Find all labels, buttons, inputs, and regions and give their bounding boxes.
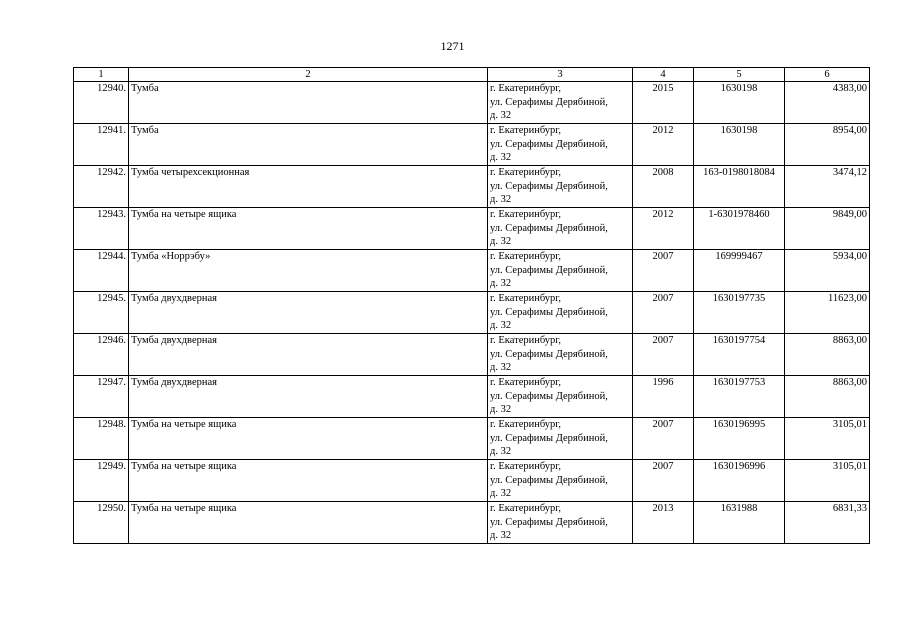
address-line: ул. Серафимы Дерябиной, xyxy=(490,180,608,192)
address-line: ул. Серафимы Дерябиной, xyxy=(490,306,608,318)
item-year: 2013 xyxy=(633,502,694,544)
item-cost: 8863,00 xyxy=(785,334,870,376)
address-line: г. Екатеринбург, xyxy=(490,503,562,514)
address-line: д. 32 xyxy=(490,320,512,331)
row-number: 12944. xyxy=(74,250,129,292)
row-number: 12940. xyxy=(74,82,129,124)
item-name: Тумба на четыре ящика xyxy=(129,418,488,460)
address-line: д. 32 xyxy=(490,488,512,499)
row-number: 12950. xyxy=(74,502,129,544)
item-address xyxy=(488,292,633,334)
address-line: д. 32 xyxy=(490,362,512,373)
item-year: 2012 xyxy=(633,208,694,250)
column-header: 1 xyxy=(74,68,129,82)
item-address xyxy=(488,376,633,418)
item-cost: 3105,01 xyxy=(785,460,870,502)
inventory-number: 1-6301978460 xyxy=(694,208,785,250)
inventory-number: 1630196996 xyxy=(694,460,785,502)
inventory-number: 169999467 xyxy=(694,250,785,292)
column-header: 5 xyxy=(694,68,785,82)
item-year: 2007 xyxy=(633,460,694,502)
item-name: Тумба на четыре ящика xyxy=(129,208,488,250)
address-line: ул. Серафимы Дерябиной, xyxy=(490,138,608,150)
table-row xyxy=(74,292,870,334)
inventory-number: 1630197753 xyxy=(694,376,785,418)
table-row xyxy=(74,460,870,502)
row-number: 12948. xyxy=(74,418,129,460)
address-line: ул. Серафимы Дерябиной, xyxy=(490,348,608,360)
address-line: ул. Серафимы Дерябиной, xyxy=(490,264,608,276)
item-cost: 5934,00 xyxy=(785,250,870,292)
table-row xyxy=(74,250,870,292)
column-header: 2 xyxy=(129,68,488,82)
address-line: г. Екатеринбург, xyxy=(490,251,562,262)
table-row xyxy=(74,418,870,460)
item-year: 2007 xyxy=(633,418,694,460)
row-number: 12949. xyxy=(74,460,129,502)
item-cost: 11623,00 xyxy=(785,292,870,334)
inventory-number: 1630198 xyxy=(694,124,785,166)
row-number: 12946. xyxy=(74,334,129,376)
address-line: ул. Серафимы Дерябиной, xyxy=(490,222,608,234)
item-cost: 8954,00 xyxy=(785,124,870,166)
row-number: 12947. xyxy=(74,376,129,418)
inventory-number: 1630196995 xyxy=(694,418,785,460)
address-line: г. Екатеринбург, xyxy=(490,209,562,220)
item-year: 1996 xyxy=(633,376,694,418)
item-name: Тумба на четыре ящика xyxy=(129,460,488,502)
address-line: г. Екатеринбург, xyxy=(490,83,562,94)
inventory-number: 1631988 xyxy=(694,502,785,544)
item-address xyxy=(488,460,633,502)
property-registry-table xyxy=(73,67,870,544)
address-line: ул. Серафимы Дерябиной, xyxy=(490,432,608,444)
item-name: Тумба xyxy=(129,82,488,124)
item-year: 2007 xyxy=(633,292,694,334)
item-address xyxy=(488,166,633,208)
table-row xyxy=(74,502,870,544)
item-name: Тумба двухдверная xyxy=(129,376,488,418)
address-line: ул. Серафимы Дерябиной, xyxy=(490,516,608,528)
table-row xyxy=(74,166,870,208)
item-address xyxy=(488,82,633,124)
item-name: Тумба двухдверная xyxy=(129,334,488,376)
inventory-number: 1630197735 xyxy=(694,292,785,334)
row-number: 12941. xyxy=(74,124,129,166)
table-row xyxy=(74,334,870,376)
item-address xyxy=(488,124,633,166)
inventory-number: 1630197754 xyxy=(694,334,785,376)
item-cost: 3105,01 xyxy=(785,418,870,460)
row-number: 12942. xyxy=(74,166,129,208)
address-line: г. Екатеринбург, xyxy=(490,293,562,304)
item-address xyxy=(488,334,633,376)
column-header: 4 xyxy=(633,68,694,82)
address-line: ул. Серафимы Дерябиной, xyxy=(490,96,608,108)
item-cost: 9849,00 xyxy=(785,208,870,250)
address-line: д. 32 xyxy=(490,194,512,205)
column-header: 3 xyxy=(488,68,633,82)
item-name: Тумба четырехсекционная xyxy=(129,166,488,208)
page-number: 1271 xyxy=(440,39,465,53)
item-address xyxy=(488,250,633,292)
column-header: 6 xyxy=(785,68,870,82)
address-line: г. Екатеринбург, xyxy=(490,377,562,388)
table-row xyxy=(74,208,870,250)
item-year: 2015 xyxy=(633,82,694,124)
address-line: г. Екатеринбург, xyxy=(490,167,562,178)
item-name: Тумба xyxy=(129,124,488,166)
address-line: д. 32 xyxy=(490,530,512,541)
item-cost: 6831,33 xyxy=(785,502,870,544)
row-number: 12943. xyxy=(74,208,129,250)
address-line: д. 32 xyxy=(490,446,512,457)
address-line: ул. Серафимы Дерябиной, xyxy=(490,474,608,486)
address-line: г. Екатеринбург, xyxy=(490,125,562,136)
address-line: д. 32 xyxy=(490,404,512,415)
address-line: д. 32 xyxy=(490,278,512,289)
item-name: Тумба «Норрэбу» xyxy=(129,250,488,292)
item-cost: 8863,00 xyxy=(785,376,870,418)
item-name: Тумба на четыре ящика xyxy=(129,502,488,544)
table-header-row xyxy=(74,68,870,82)
inventory-number: 163-0198018084 xyxy=(694,166,785,208)
inventory-number: 1630198 xyxy=(694,82,785,124)
item-address xyxy=(488,418,633,460)
item-year: 2012 xyxy=(633,124,694,166)
item-address xyxy=(488,208,633,250)
item-address xyxy=(488,502,633,544)
address-line: г. Екатеринбург, xyxy=(490,335,562,346)
address-line: д. 32 xyxy=(490,152,512,163)
item-year: 2007 xyxy=(633,334,694,376)
item-name: Тумба двухдверная xyxy=(129,292,488,334)
address-line: г. Екатеринбург, xyxy=(490,461,562,472)
row-number: 12945. xyxy=(74,292,129,334)
address-line: д. 32 xyxy=(490,110,512,121)
address-line: д. 32 xyxy=(490,236,512,247)
item-year: 2008 xyxy=(633,166,694,208)
address-line: ул. Серафимы Дерябиной, xyxy=(490,390,608,402)
table-row xyxy=(74,82,870,124)
table-row xyxy=(74,124,870,166)
item-cost: 3474,12 xyxy=(785,166,870,208)
table-row xyxy=(74,376,870,418)
item-year: 2007 xyxy=(633,250,694,292)
address-line: г. Екатеринбург, xyxy=(490,419,562,430)
item-cost: 4383,00 xyxy=(785,82,870,124)
